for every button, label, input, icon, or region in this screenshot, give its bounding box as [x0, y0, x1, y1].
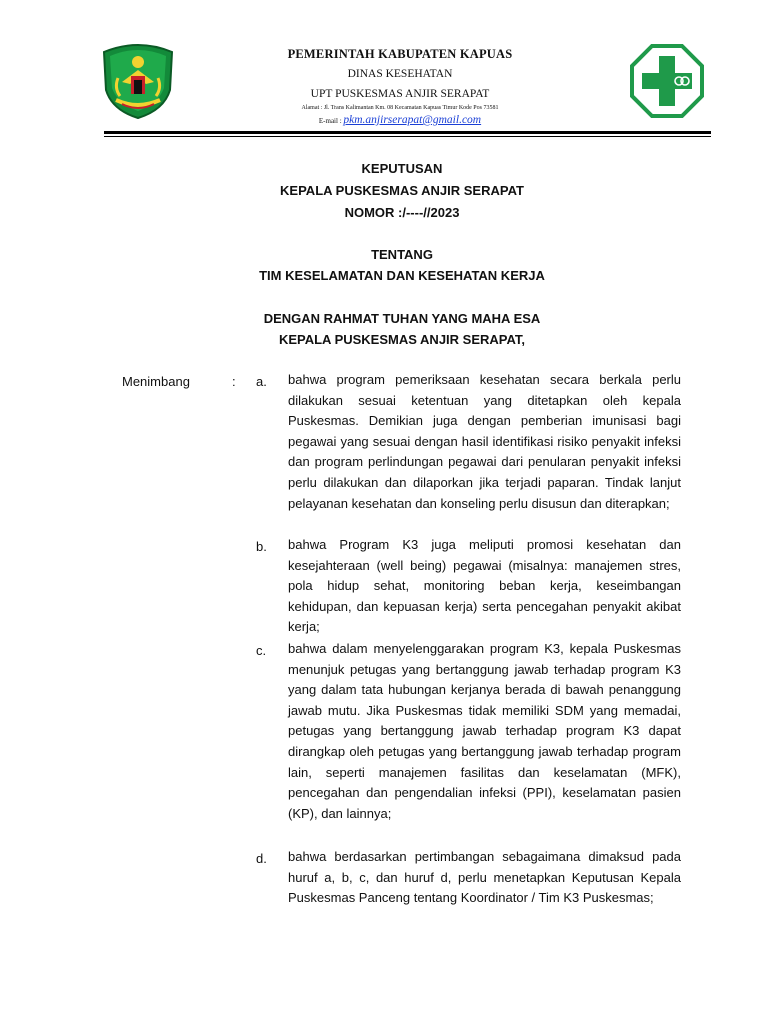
regency-crest-icon [100, 38, 176, 120]
doc-type: KEPUTUSAN [361, 161, 443, 176]
consideration-text-d: bahwa berdasarkan pertimbangan sebagaimana dimaksud pada huruf a, b, c, dan huruf d, perlu menetapkan Keputusan Kepala Puskesmas Panceng tentang Koordinator / Tim K3 Puskesmas; [288, 849, 681, 906]
letterhead-email-row [200, 114, 600, 126]
consideration-text-b: bahwa Program K3 juga meliputi promosi kesehatan dan kesejahteraan (well being) pegawai (misalnya: manajemen stres, pola hidup sehat, monitoring beban kerja, keseimbangan kehidupan, dan kepuasan kerja) serta pencegahan penyakit akibat kerja; [288, 537, 681, 635]
email-label: E-mail : [318, 117, 342, 125]
doc-number: NOMOR :/----//2023 [344, 205, 460, 220]
doc-about: TENTANG [371, 247, 433, 262]
consideration-letter-d: d. [256, 851, 267, 866]
menimbang-colon: : [232, 374, 236, 389]
doc-issuer: KEPALA PUSKESMAS ANJIR SERAPAT [280, 183, 524, 198]
doc-issuer-2: KEPALA PUSKESMAS ANJIR SERAPAT, [278, 332, 526, 347]
consideration-letter-a: a. [256, 374, 267, 389]
consideration-text-c: bahwa dalam menyelenggarakan program K3, kepala Puskesmas menunjuk petugas yang bertanggung jawab terhadap program K3 yang dalam tata hubungan kerjanya berada di bawah penanggung jawab mutu. Jika Puskesmas tidak memiliki SDM yang memadai, petugas yang bertanggung jawab terhadap program K3 dapat dirangkap oleh petugas yang bertanggung jawab terhadap program lain, seperti manajemen fasilitas dan keselamatan (MFK), pencegahan dan pengendalian infeksi (PPI), keselamatan pasien (KP), dan lainnya; [288, 641, 681, 821]
letterhead [0, 0, 768, 140]
puskesmas-cross-icon [630, 44, 704, 118]
letterhead-agency: DINAS KESEHATAN [347, 68, 453, 80]
consideration-text-a: bahwa program pemeriksaan kesehatan secara berkala perlu dilakukan sesuai ketentuan yang ditetapkan oleh kepala Puskesmas. Demikian juga dengan pemberian imunisasi bagi pegawai yang sesuai dengan hasil identifikasi risiko penyakit infeksi dan program perlindungan pegawai dari penularan penyakit infeksi perlu dilakukan dan dilaporkan jika terjadi paparan. Tindak lanjut pelayanan kesehatan dan konseling perlu disusun dan diterapkan; [288, 372, 681, 511]
letterhead-rule-thick [104, 131, 711, 134]
letterhead-address: Alamat : Jl. Trans Kalimantan Km. 08 Kecamatan Kapuas Timur Kode Pos 73581 [301, 105, 499, 111]
email-link[interactable]: pkm.anjirserapat@gmail.com [343, 114, 482, 126]
doc-invocation: DENGAN RAHMAT TUHAN YANG MAHA ESA [263, 311, 541, 326]
doc-subject: TIM KESELAMATAN DAN KESEHATAN KERJA [259, 268, 545, 283]
letterhead-government: PEMERINTAH KABUPATEN KAPUAS [287, 47, 513, 61]
consideration-letter-b: b. [256, 539, 267, 554]
letterhead-rule-thin [104, 136, 711, 137]
menimbang-label: Menimbang [122, 374, 190, 389]
consideration-letter-c: c. [256, 643, 267, 658]
letterhead-unit: UPT PUSKESMAS ANJIR SERAPAT [310, 88, 490, 100]
